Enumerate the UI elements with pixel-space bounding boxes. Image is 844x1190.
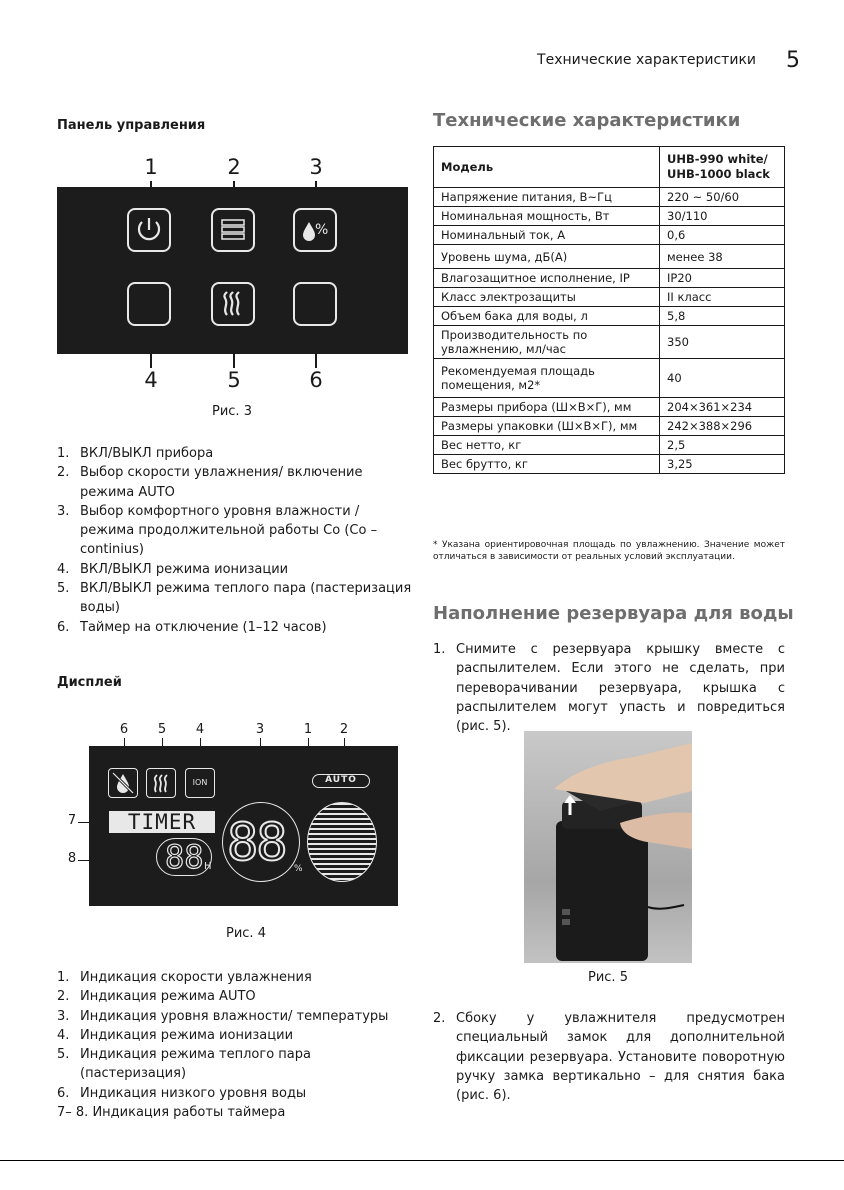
table-cell: 0,6 [660, 226, 785, 245]
warm-steam-indicator [146, 768, 176, 798]
list-item: 5. ВКЛ/ВЫКЛ режима теплого пара (пастеризация воды) [57, 581, 412, 616]
table-row [434, 188, 785, 207]
panel-callout-4: 4 [144, 368, 158, 392]
humidifier-photo-illustration [524, 731, 692, 963]
table-row [434, 398, 785, 417]
speed-button[interactable] [211, 208, 255, 252]
display-callout-3: 3 [255, 722, 265, 737]
table-cell: Производительность по увлажнению, мл/час [434, 326, 660, 359]
table-cell: 40 [660, 359, 785, 398]
humidity-digits: 88 [227, 813, 286, 873]
specs-title: Технические характеристики [433, 110, 741, 131]
list-item: 1. Индикация скорости увлажнения [57, 970, 312, 985]
display-callout-1: 1 [303, 722, 313, 737]
table-row [434, 417, 785, 436]
display-callout-2: 2 [339, 722, 349, 737]
table-header-row [434, 147, 785, 188]
table-row [434, 269, 785, 288]
table-cell: 204×361×234 [660, 398, 785, 417]
table-header-cell: UHB-990 white/ UHB-1000 black [660, 147, 785, 188]
callout-line [233, 354, 235, 368]
table-header-cell: Модель [434, 147, 660, 188]
auto-indicator: AUTO [312, 774, 370, 788]
display-title: Дисплей [57, 675, 122, 690]
humidity-button[interactable] [293, 208, 337, 252]
display-callout-4: 4 [195, 722, 205, 737]
table-row [434, 226, 785, 245]
table-row [434, 359, 785, 398]
table-row [434, 288, 785, 307]
display-callout-5: 5 [157, 722, 167, 737]
table-cell: 5,8 [660, 307, 785, 326]
table-cell: менее 38 [660, 245, 785, 269]
table-cell: Размеры упаковки (Ш×В×Г), мм [434, 417, 660, 436]
running-header-title: Технические характеристики [537, 52, 756, 68]
specs-table [433, 146, 785, 474]
steam-icon [147, 769, 175, 797]
timer-digits: 88 [165, 838, 204, 876]
warm-steam-button[interactable] [211, 282, 255, 326]
figure-5-photo [524, 731, 692, 963]
speed-indicator [307, 802, 377, 882]
timer-button[interactable] [293, 282, 337, 326]
list-item: 7– 8. Индикация работы таймера [57, 1105, 286, 1121]
filling-step-1: 1. Снимите с резервуара крышку вместе с распылителем. Если этого не сделать, при переворачивании резервуара, крышка с распылителем могут упасть и повредиться (рис. 5). [433, 642, 785, 735]
table-cell: II класс [660, 288, 785, 307]
timer-label: TIMER [109, 811, 215, 833]
table-row [434, 245, 785, 269]
list-item: 2. Выбор скорости увлажнения/ включение режима AUTO [57, 465, 363, 500]
table-cell: 30/110 [660, 207, 785, 226]
panel-callout-6: 6 [309, 368, 323, 392]
figure-3-caption: Рис. 3 [212, 404, 252, 419]
table-row [434, 436, 785, 455]
power-icon [129, 210, 169, 250]
timer-unit: H [204, 861, 212, 872]
list-item: 4. Индикация режима ионизации [57, 1027, 294, 1043]
list-item: 5. Индикация режима теплого пара (пастеризация) [57, 1047, 311, 1082]
ionization-button[interactable] [127, 282, 171, 326]
display-callout-8: 8 [67, 851, 77, 866]
list-item: 3. Индикация уровня влажности/ температуры [57, 1008, 389, 1024]
table-row [434, 307, 785, 326]
callout-line [315, 354, 317, 368]
table-cell: Размеры прибора (Ш×В×Г), мм [434, 398, 660, 417]
list-item: 6. Таймер на отключение (1–12 часов) [57, 619, 327, 635]
power-button[interactable] [127, 208, 171, 252]
low-water-indicator [108, 768, 138, 798]
control-panel-title: Панель управления [57, 118, 206, 133]
table-cell: 220 ~ 50/60 [660, 188, 785, 207]
table-cell: Влагозащитное исполнение, IP [434, 269, 660, 288]
display-list [57, 968, 412, 1122]
panel-callout-1: 1 [144, 155, 158, 179]
list-item: 2. Индикация режима AUTO [57, 989, 256, 1005]
table-row [434, 326, 785, 359]
steam-icon [213, 284, 253, 324]
table-row [434, 455, 785, 474]
speed-bars-icon [213, 210, 253, 250]
table-cell: 3,25 [660, 455, 785, 474]
table-cell: 350 [660, 326, 785, 359]
table-cell: Номинальная мощность, Вт [434, 207, 660, 226]
list-item: 3. Выбор комфортного уровня влажности / режима продолжительной работы Co (Co – continius) [57, 503, 378, 558]
table-cell: Рекомендуемая площадь помещения, м2* [434, 359, 660, 398]
figure-4-caption: Рис. 4 [226, 926, 266, 941]
ion-indicator: ION [185, 768, 215, 798]
filling-title: Наполнение резервуара для воды [433, 603, 794, 624]
table-cell: Напряжение питания, В~Гц [434, 188, 660, 207]
humidity-unit: % [294, 864, 303, 874]
callout-line [150, 354, 152, 368]
list-item: 6. Индикация низкого уровня воды [57, 1085, 307, 1101]
panel-callout-5: 5 [227, 368, 241, 392]
table-cell: Номинальный ток, А [434, 226, 660, 245]
list-item: 4. ВКЛ/ВЫКЛ режима ионизации [57, 561, 289, 577]
table-row [434, 207, 785, 226]
control-panel-figure [57, 187, 408, 354]
specs-footnote: * Указана ориентировочная площадь по увлажнению. Значение может отличаться в зависимости от реальных условий эксплуатации. [433, 540, 785, 562]
table-cell: 242×388×296 [660, 417, 785, 436]
page-number: 5 [786, 48, 800, 73]
panel-callout-2: 2 [227, 155, 241, 179]
control-panel-list [57, 444, 412, 637]
svg-text:%: % [315, 222, 329, 238]
table-cell: Уровень шума, дБ(А) [434, 245, 660, 269]
bottom-rule [0, 1160, 844, 1161]
table-cell: 2,5 [660, 436, 785, 455]
low-water-drop-icon [109, 769, 137, 797]
filling-step-2: 2. Сбоку у увлажнителя предусмотрен специальный замок для дополнительной фиксации резервуара. Установите поворотную ручку замка вертикально – для снятия бака (рис. 6). [433, 1011, 785, 1104]
drop-percent-icon [295, 210, 335, 250]
display-callout-6: 6 [119, 722, 129, 737]
table-cell: Вес нетто, кг [434, 436, 660, 455]
table-cell: IP20 [660, 269, 785, 288]
panel-callout-3: 3 [309, 155, 323, 179]
table-cell: Класс электрозащиты [434, 288, 660, 307]
display-figure [89, 746, 398, 906]
display-callout-7: 7 [67, 813, 77, 828]
table-cell: Объем бака для воды, л [434, 307, 660, 326]
figure-5-caption: Рис. 5 [588, 970, 628, 985]
table-cell: Вес брутто, кг [434, 455, 660, 474]
list-item: 1. ВКЛ/ВЫКЛ прибора [57, 446, 214, 461]
